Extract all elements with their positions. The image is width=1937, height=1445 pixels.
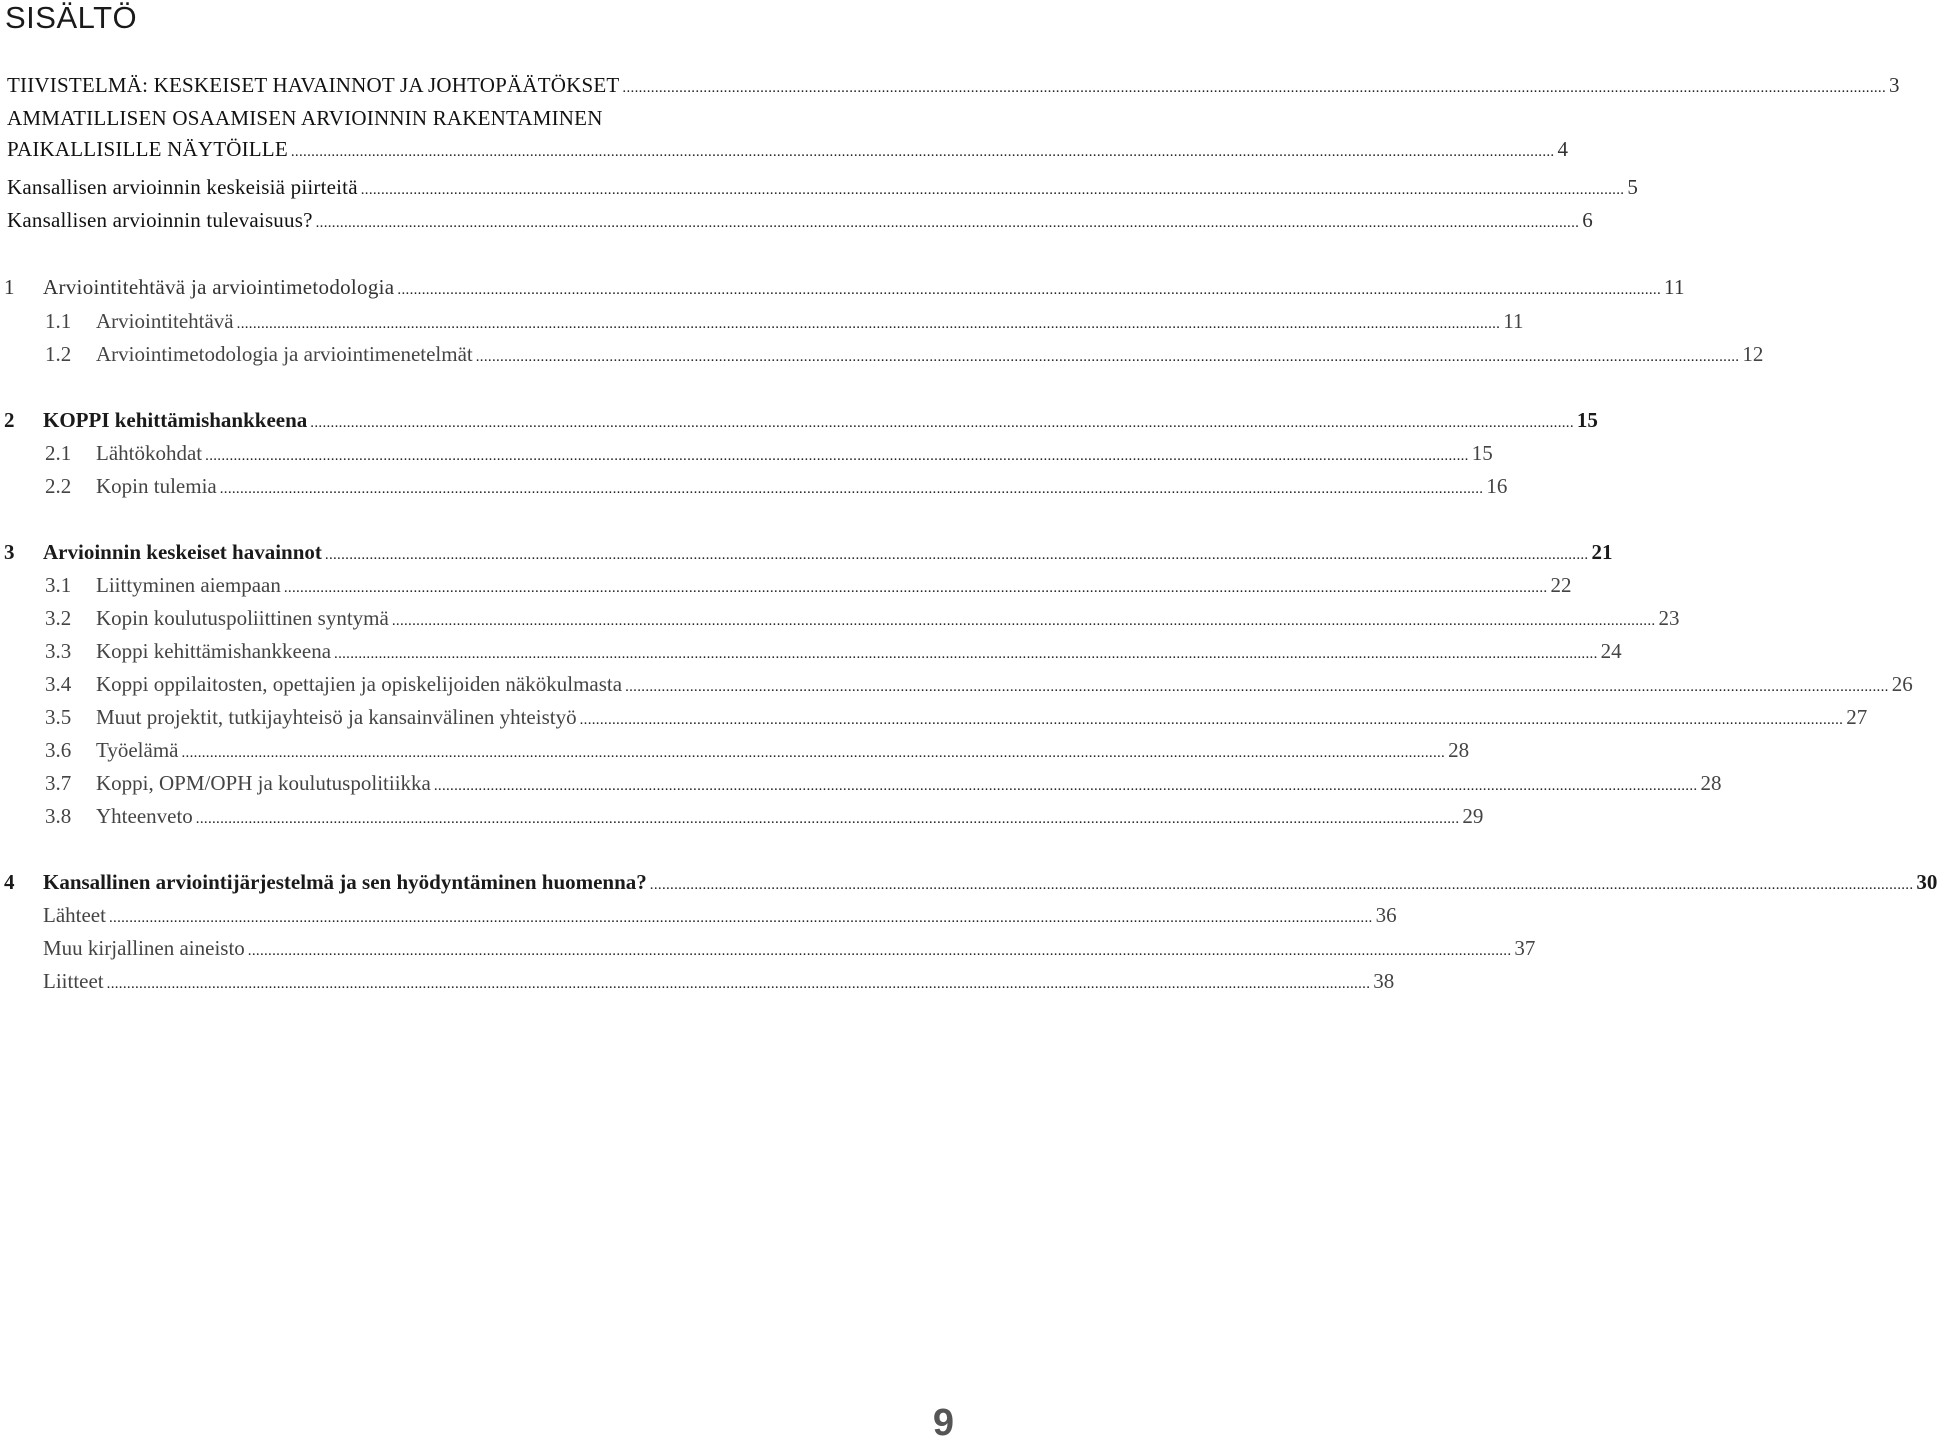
toc-entry-page: 23	[1658, 606, 1680, 630]
toc-leader-dots	[361, 179, 1625, 201]
toc-leader-dots	[334, 643, 1598, 665]
toc-entry-page: 26	[1891, 672, 1913, 696]
toc-chapter-2[interactable]	[0, 404, 1598, 434]
toc-entry-page: 5	[1627, 175, 1639, 199]
toc-entry-references[interactable]	[0, 899, 1397, 929]
toc-leader-dots	[650, 874, 1914, 896]
toc-section-number: 3.6	[45, 738, 72, 762]
toc-entry-page: 37	[1514, 936, 1536, 960]
toc-entry-label: Muu kirjallinen aineisto	[43, 936, 245, 960]
toc-section-3-7[interactable]	[0, 767, 1722, 797]
toc-entry-page: 28	[1448, 738, 1470, 762]
toc-leader-dots	[316, 212, 1580, 234]
toc-entry-label: Muut projektit, tutkijayhteisö ja kansainvälinen yhteistyö	[96, 705, 577, 729]
toc-entry-label: Arviointitehtävä ja arviointimetodologia	[43, 275, 395, 299]
toc-entry-label: Koppi kehittämishankkeena	[96, 639, 332, 663]
toc-entry-label: Kopin koulutuspoliittinen syntymä	[96, 606, 389, 630]
toc-section-3-6[interactable]	[0, 734, 1470, 764]
toc-leader-dots	[622, 77, 1886, 99]
toc-entry-page: 22	[1550, 573, 1572, 597]
toc-section-1-1[interactable]	[0, 305, 1524, 335]
toc-entry-page: 4	[1557, 137, 1569, 161]
toc-section-number: 3.1	[45, 573, 72, 597]
toc-section-number: 2.2	[45, 474, 72, 498]
toc-section-2-2[interactable]	[0, 470, 1508, 500]
toc-entry-label: Lähtökohdat	[96, 441, 203, 465]
toc-entry-page: 3	[1889, 73, 1900, 97]
toc-section-number: 3.5	[45, 705, 72, 729]
toc-section-number: 3.4	[45, 672, 72, 696]
toc-entry-page: 12	[1742, 342, 1764, 366]
toc-leader-dots	[196, 808, 1460, 830]
toc-entry-assessment-building[interactable]	[0, 133, 1569, 163]
toc-entry-national-features[interactable]	[0, 171, 1639, 201]
toc-leader-dots	[248, 940, 1512, 962]
toc-entry-label: Yhteenveto	[96, 804, 193, 828]
toc-section-number: 1.2	[45, 342, 72, 366]
toc-entry-appendices[interactable]	[0, 965, 1395, 995]
toc-entry-national-future[interactable]	[0, 204, 1593, 234]
toc-entry-label: Arviointitehtävä	[96, 309, 234, 333]
toc-section-number: 3.8	[45, 804, 72, 828]
toc-entry-label: Arviointimetodologia ja arviointimenetelmät	[96, 342, 473, 366]
toc-entry-page: 29	[1462, 804, 1484, 828]
toc-chapter-number: 2	[4, 408, 15, 432]
toc-entry-label-line1: AMMATILLISEN OSAAMISEN ARVIOINNIN RAKENTAMINEN	[7, 106, 603, 130]
toc-leader-dots	[284, 577, 1548, 599]
toc-leader-dots	[392, 610, 1656, 632]
toc-section-3-1[interactable]	[0, 569, 1572, 599]
toc-entry-page: 11	[1664, 275, 1685, 299]
toc-entry-page: 38	[1373, 969, 1395, 993]
toc-entry-page: 11	[1503, 309, 1524, 333]
toc-entry-page: 24	[1600, 639, 1622, 663]
toc-leader-dots	[580, 709, 1844, 731]
toc-entry-page: 15	[1471, 441, 1493, 465]
toc-entry-label: Kansallisen arvioinnin tulevaisuus?	[7, 208, 313, 232]
toc-chapter-4[interactable]	[0, 866, 1937, 896]
toc-entry-label: Arvioinnin keskeiset havainnot	[43, 540, 322, 564]
toc-leader-dots	[310, 412, 1574, 434]
toc-section-number: 3.2	[45, 606, 72, 630]
toc-entry-label: Koppi oppilaitosten, opettajien ja opiskelijoiden näkökulmasta	[96, 672, 623, 696]
toc-entry-label: Liittyminen aiempaan	[96, 573, 281, 597]
toc-section-number: 1.1	[45, 309, 72, 333]
toc-leader-dots	[325, 544, 1589, 566]
toc-chapter-number: 3	[4, 540, 15, 564]
toc-section-3-8[interactable]	[0, 800, 1484, 830]
toc-leader-dots	[291, 141, 1555, 163]
toc-entry-label: TIIVISTELMÄ: KESKEISET HAVAINNOT JA JOHTOPÄÄTÖKSET	[7, 73, 620, 97]
toc-chapter-number: 1	[4, 275, 15, 299]
toc-chapter-number: 4	[4, 870, 15, 894]
toc-leader-dots	[476, 346, 1740, 368]
toc-section-3-4[interactable]	[0, 668, 1913, 698]
page-title: SISÄLTÖ	[5, 0, 138, 35]
toc-chapter-3[interactable]	[0, 536, 1613, 566]
toc-section-number: 3.7	[45, 771, 72, 795]
toc-entry-page: 15	[1576, 408, 1598, 432]
toc-entry-summary[interactable]	[0, 69, 1900, 99]
toc-leader-dots	[182, 742, 1446, 764]
toc-entry-page: 36	[1375, 903, 1397, 927]
toc-entry-label: KOPPI kehittämishankkeena	[43, 408, 308, 432]
toc-leader-dots	[237, 313, 1501, 335]
toc-entry-label: Liitteet	[43, 969, 104, 993]
toc-leader-dots	[220, 478, 1484, 500]
toc-chapter-1[interactable]	[0, 271, 1685, 301]
toc-entry-page: 16	[1486, 474, 1508, 498]
toc-entry-page: 30	[1916, 870, 1937, 894]
toc-entry-label: Kopin tulemia	[96, 474, 217, 498]
toc-leader-dots	[434, 775, 1698, 797]
toc-entry-label: Kansallinen arviointijärjestelmä ja sen hyödyntäminen huomenna?	[43, 870, 647, 894]
toc-section-3-5[interactable]	[0, 701, 1868, 731]
toc-section-3-3[interactable]	[0, 635, 1622, 665]
toc-leader-dots	[397, 279, 1661, 301]
toc-entry-other-literature[interactable]	[0, 932, 1536, 962]
toc-entry-label: Lähteet	[43, 903, 106, 927]
toc-entry-page: 27	[1846, 705, 1868, 729]
toc-leader-dots	[205, 445, 1469, 467]
toc-entry-label: Koppi, OPM/OPH ja koulutuspolitiikka	[96, 771, 431, 795]
toc-leader-dots	[107, 973, 1371, 995]
toc-entry-page: 21	[1591, 540, 1613, 564]
toc-section-number: 3.3	[45, 639, 72, 663]
toc-entry-label: PAIKALLISILLE NÄYTÖILLE	[7, 137, 288, 161]
toc-section-2-1[interactable]	[0, 437, 1493, 467]
toc-leader-dots	[625, 676, 1889, 698]
toc-entry-page: 6	[1582, 208, 1593, 232]
toc-entry-page: 28	[1700, 771, 1722, 795]
page-number: 9	[932, 1402, 954, 1444]
toc-entry-label: Työelämä	[96, 738, 179, 762]
toc-section-3-2[interactable]	[0, 602, 1680, 632]
toc-entry-label: Kansallisen arvioinnin keskeisiä piirteitä	[7, 175, 358, 199]
toc-leader-dots	[109, 907, 1373, 929]
toc-section-number: 2.1	[45, 441, 72, 465]
toc-section-1-2[interactable]	[0, 338, 1764, 368]
